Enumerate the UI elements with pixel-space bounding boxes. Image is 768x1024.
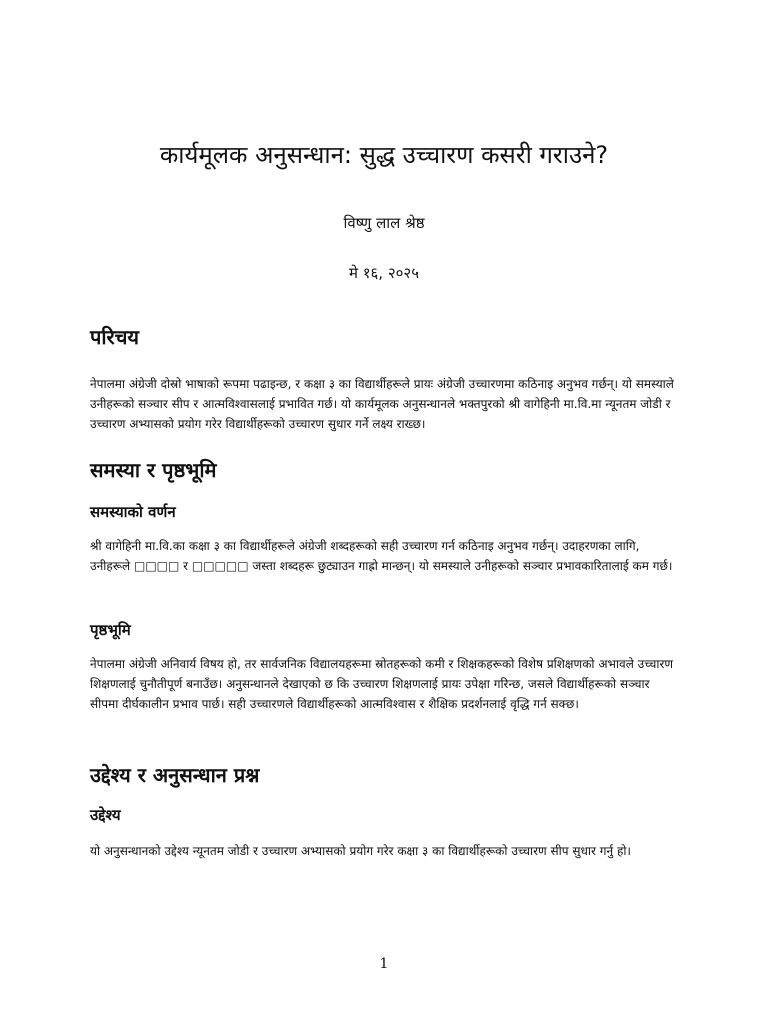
subsection-background <box>90 618 680 714</box>
document-title: कार्यमूलक अनुसन्धान: सुद्ध उच्चारण कसरी गराउने? <box>159 141 609 169</box>
subsection-heading-objective: उद्देश्य <box>90 806 121 824</box>
subsection-heading-problem: समस्याको वर्णन <box>90 503 176 521</box>
objective-paragraph: यो अनुसन्धानको उद्देश्य न्यूनतम जोडी र उच्चारण अभ्यासको प्रयोग गरेर कक्षा ३ का विद्यार्थीहरूको उच्चारण सीप सुधार गर्नु हो। <box>90 844 631 858</box>
intro-paragraph: नेपालमा अंग्रेजी दोस्रो भाषाको रूपमा पढाइन्छ, र कक्षा ३ का विद्यार्थीहरूले प्रायः अंग्रेजी उच्चारणमा कठिनाइ अनुभव गर्छन्। यो समस्याले उनीहरूको सञ्चार सीप र आत्मविश्वासलाई प्रभावित गर्छ। यो कार्यमूलक अनुसन्धानले भक्तपुरको श्री वागेहिनी मा.वि.मा न्यूनतम जोडी र उच्चारण अभ्यासको प्रयोग गरेर विद्यार्थीहरूको उच्चारण सुधार गर्ने लक्ष्य राख्छ। <box>90 377 674 431</box>
document-author: विष्णु लाल श्रेष्ठ <box>343 214 425 232</box>
section-heading-objective-questions: उद्देश्य र अनुसन्धान प्रश्न <box>90 763 260 787</box>
document-date: मे १६, २०२५ <box>348 264 420 282</box>
subsection-objective <box>90 803 680 861</box>
section-heading-intro: परिचय <box>90 325 140 349</box>
background-paragraph: नेपालमा अंग्रेजी अनिवार्य विषय हो, तर सार्वजनिक विद्यालयहरूमा स्रोतहरूको कमी र शिक्षकहरूको विशेष प्रशिक्षणको अभावले उच्चारण शिक्षणलाई चुनौतीपूर्ण बनाउँछ। अनुसन्धानले देखाएको छ कि उच्चारण शिक्षणलाई प्रायः उपेक्षा गरिन्छ, जसले विद्यार्थीहरूको सञ्चार सीपमा दीर्घकालीन प्रभाव पार्छ। सही उच्चारणले विद्यार्थीहरूको आत्मविश्वास र शैक्षिक प्रदर्शनलाई वृद्धि गर्न सक्छ। <box>90 657 674 711</box>
section-intro <box>90 322 680 434</box>
subsection-heading-background: पृष्ठभूमि <box>90 621 131 639</box>
section-objective-questions <box>90 760 680 790</box>
page-number: 1 <box>379 956 389 972</box>
section-problem-background <box>90 455 680 485</box>
section-heading-problem-background: समस्या र पृष्ठभूमि <box>90 458 217 482</box>
problem-paragraph: श्री वागेहिनी मा.वि.का कक्षा ३ का विद्यार्थीहरूले अंग्रेजी शब्दहरूको सही उच्चारण गर्न कठिनाइ अनुभव गर्छन्। उदाहरणका लागि, उनीहरूले □□□□ र □□□□□ जस्ता शब्दहरू छुट्याउन गाह्रो मान्छन्। यो समस्याले उनीहरूको सञ्चार प्रभावकारितालाई कम गर्छ। <box>90 539 673 573</box>
subsection-problem <box>90 500 680 576</box>
